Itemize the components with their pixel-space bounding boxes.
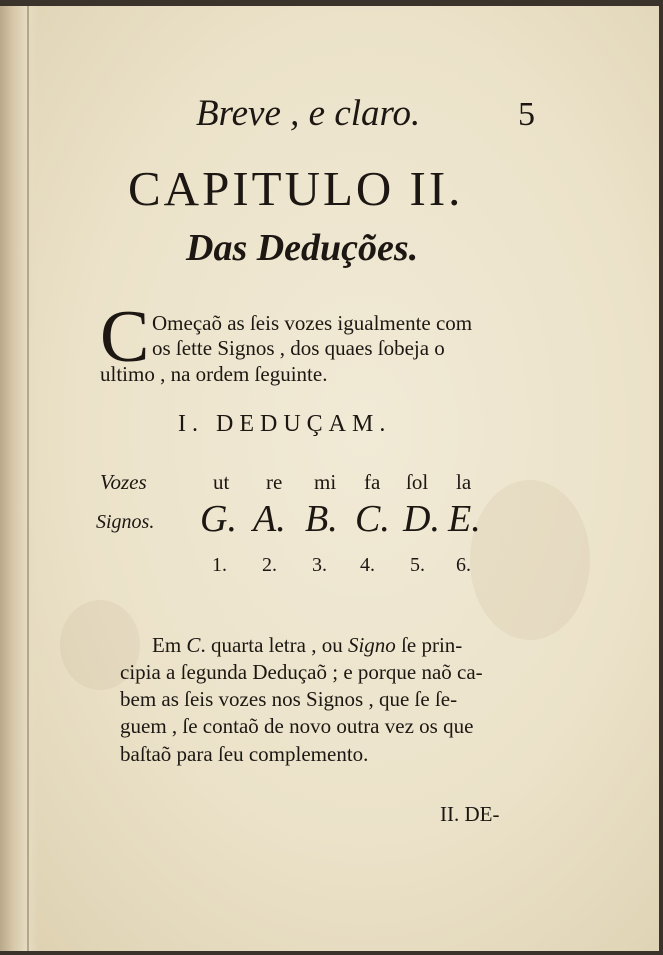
paragraph-line: baſtaõ para ſeu complemento. (120, 742, 369, 766)
voice-syllable: ſol (406, 470, 429, 494)
voices-row-label: Vozes (100, 470, 147, 494)
voice-syllable: ut (213, 470, 230, 494)
degree-number: 4. (360, 554, 375, 576)
voice-syllable: fa (364, 470, 381, 494)
scan-border-bottom (0, 951, 663, 955)
page-edge-line (27, 0, 29, 955)
scan-border-top (0, 0, 663, 6)
sign-letter: B. (305, 498, 338, 540)
degree-number: 3. (312, 554, 327, 576)
sign-letter: E. (448, 498, 481, 540)
sign-letter: A. (253, 498, 286, 540)
signs-row-label: Signos. (96, 511, 155, 533)
paragraph-line: ultimo , na ordem ſeguinte. (100, 362, 328, 386)
voice-syllable: mi (314, 470, 337, 494)
running-head-title: Breve , e claro. (196, 93, 421, 134)
italic-letter: C (186, 633, 201, 657)
degree-number: 2. (262, 554, 277, 576)
paragraph-line: os ſette Signos , dos quaes ſobeja o (152, 336, 445, 360)
text-run: Em (152, 633, 187, 657)
chapter-title: CAPITULO II. (128, 161, 464, 216)
deducao-heading: I. DEDUÇAM. (178, 411, 392, 437)
paragraph-line: guem , ſe contaõ de novo outra vez os que (120, 714, 474, 738)
page-number: 5 (518, 96, 535, 133)
degree-number: 6. (456, 554, 471, 576)
paragraph-line: bem as ſeis vozes nos Signos , que ſe ſe- (120, 687, 458, 711)
voice-syllable: re (266, 470, 283, 494)
italic-word: Signo (347, 633, 396, 657)
degree-number: 5. (410, 554, 425, 576)
voice-syllable: la (456, 470, 472, 494)
degree-number: 1. (212, 554, 227, 576)
catchword: II. DE- (440, 802, 500, 826)
sign-letter: G. (200, 498, 237, 540)
paragraph-line: Omeçaõ as ſeis vozes igualmente com (152, 311, 473, 335)
binding-gutter (0, 0, 38, 955)
sign-letter: D. (403, 498, 440, 540)
text-run: ſe prin- (395, 633, 463, 657)
paragraph-line: cipia a ſegunda Deduçaõ ; e porque naõ ca- (120, 660, 483, 684)
chapter-subtitle: Das Deduções. (186, 227, 419, 269)
paragraph-line (152, 633, 462, 658)
sign-letter: C. (355, 498, 390, 540)
paper-stain (470, 480, 590, 640)
drop-cap: C (100, 296, 150, 378)
scan-border-right (659, 0, 663, 955)
text-run: . quarta letra , ou (200, 633, 348, 657)
